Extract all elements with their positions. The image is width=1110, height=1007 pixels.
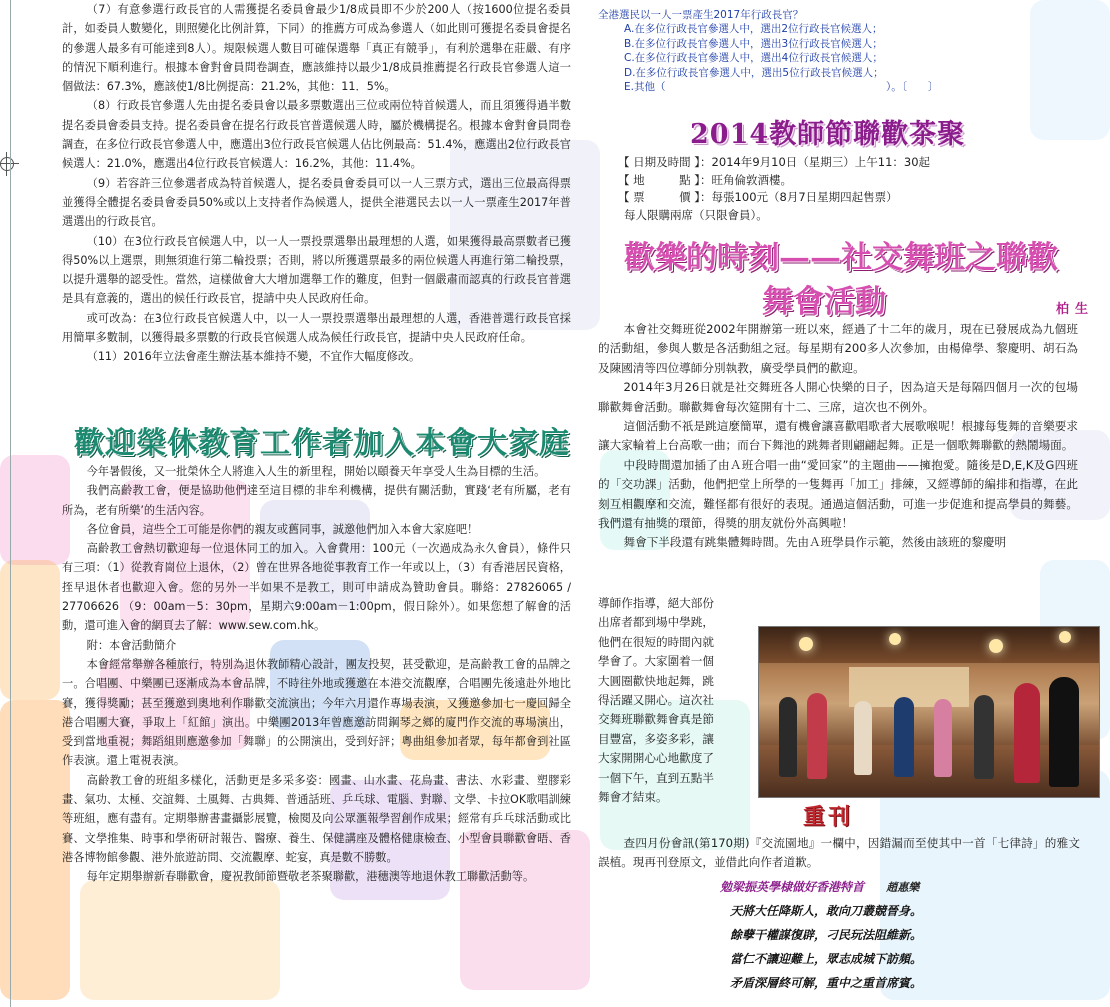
- paragraph: （7）有意參選行政長官的人需獲提名委員會最少1/8成員即不少於200人（按1600位提名委員計，如委員人數變化，則照變化比例計算，下同）的推薦方可成為參選人（如此則可獲提名委員會提名的參選人最多有可能達到8人）。規限候選人數目可確保選舉「真正有競爭」，有利於選舉在莊嚴、有序的情況下順利進行。根據本會對會員問卷調查，應該維持以最少1/8成員推薦提名行政長官參選人這一個做法：67.3%，應該使1/8比例提高：21.2%，其他：11．5%。: [62, 3, 571, 94]
- survey-option: D.在多位行政長官參選人中，選出5位行政長官候選人；: [624, 66, 884, 79]
- dancer-figure: [934, 699, 952, 777]
- dancer-figure: [974, 695, 994, 779]
- light-glow: [989, 639, 1003, 653]
- light-glow: [799, 637, 813, 651]
- poem-block: [720, 878, 1100, 995]
- survey-option: E.其他（ ）。〔 〕: [624, 81, 939, 94]
- paragraph: 每年定期舉辦新春聯歡會，慶祝教師節暨敬老茶聚聯歡，港穗澳等地退休教工聯歡活動等。: [86, 870, 535, 884]
- poem-header: [720, 878, 1100, 895]
- text-line: 導師作指導，絕大部份: [598, 596, 714, 610]
- paragraph: 高齡教工會的班組多樣化，活動更是多采多姿：國畫、山水畫、花鳥畫、書法、水彩畫、塑膠彩畫、氣功、太極、交誼舞、土風舞、古典舞、普通話班、乒乓球、電腦、對聯、文學、卡拉OK歌唱訓練等班組，應有盡有。定期舉辦書畫攝影展覽，檢閱及向公眾滙報學習創作成果；經常有乒乓球活動或比賽、文學推集、時事和學術研討報告、醫療、養生、保健講座及體格健康檢查、小型會員聯歡會晤、香港各博物館參觀、港外旅遊訪問、交流觀摩、蛇宴，真是數不勝數。: [62, 773, 571, 864]
- text-line: 得活躍又開心。這次社: [598, 693, 714, 708]
- event-info: [618, 154, 1088, 224]
- paragraph: 中段時間還加插了由Ａ班合唱一曲“愛回家”的主題曲——擁抱愛。隨後是D,E,K及G四班的「交功課」活動，他們把堂上所學的一隻舞再「加工」排練，又經導師的編排和指導，在此刻互相觀摩和交流，難怪都有很好的表現。通過這個活動，可進一步促進和提高學員的舞藝。我們還有抽獎的環節，得獎的朋友就份外高興啦！: [598, 457, 1078, 531]
- page-edge-rule: [10, 0, 11, 1007]
- survey-option: C.在多位行政長官參選人中，選出4位行政長官候選人；: [624, 52, 883, 65]
- text-line: 大圓圈歡快地起舞，跳: [598, 673, 714, 688]
- event-date: 【 日期及時間 】：2014年9月10日（星期三）上午11：30起: [618, 155, 931, 169]
- paragraph: 2014年3月26日就是社交舞班各人開心快樂的日子，因為這天是每隔四個月一次的包場聯歡舞會活動。聯歡舞會每次筵開有十二、三席，這次也不例外。: [598, 380, 1078, 414]
- bg-block: [0, 560, 60, 700]
- light-glow: [889, 633, 901, 645]
- text-line: 他們在很短的時間內就: [598, 634, 714, 649]
- dance-author: 柏生: [1056, 302, 1095, 317]
- survey-option: B.在多位行政長官參選人中，選出3位行政長官候選人；: [624, 37, 883, 50]
- text-line: 目豐富，多姿多彩，讓: [598, 731, 714, 746]
- paragraph: 我們高齡教工會，便是協助他們達至這目標的非牟利機構，提供有關活動，實踐‘老有所屬，老有所為，老有所樂’的生活內容。: [62, 484, 571, 517]
- bg-block: [80, 880, 280, 1000]
- text-line: 學會了。大家圍着一個: [598, 654, 714, 669]
- text-line: 出席者都到場中學跳，: [598, 615, 714, 630]
- survey-box: [598, 8, 1098, 94]
- poem-body: [720, 899, 1100, 995]
- dance-title-line2: 舞會活動: [762, 284, 886, 320]
- proposal-paragraphs: [62, 0, 571, 367]
- paragraph: 這個活動不祇是跳這麼簡單，還有機會讓喜歡唱歌者大展歌喉呢！根據每隻舞的音樂要求讓大家輪着上台高歌一曲；而台下舞池的跳舞者則翩翩起舞。正是一個歌舞聯歡的熱鬧場面。: [598, 419, 1078, 453]
- survey-question: 全港選民以一人一票產生2017年行政長官？: [598, 9, 804, 21]
- poem-title: 勉梁振英學棣做好香港特首: [720, 880, 865, 894]
- paragraph: 今年暑假後，又一批榮休仝人將進入人生的新里程，開始以頤養天年享受人生為目標的生活。: [86, 465, 546, 478]
- dancer-figure: [894, 697, 914, 777]
- poem-line: 矛盾深層終可解，重中之重首席賓。: [730, 976, 923, 990]
- poem-line: 天將大任降斯人，敢向刀叢競晉身。: [730, 904, 923, 918]
- text-line: 舞會才結束。: [598, 790, 668, 805]
- paragraph: 或可改為：在3位行政長官候選人中，以一人一票投票選舉出最理想的人選，香港普選行政長官採用簡單多數制，以獲得最多票數的行政長官候選人成為候任行政長官，提請中央人民政府任命。: [62, 311, 571, 345]
- event-limit: 每人限購兩席（只限會員）。: [624, 207, 768, 222]
- teachers-day-title: 2014教師節聯歡茶聚: [690, 119, 966, 150]
- dance-article: [598, 320, 1078, 553]
- survey-option: A.在多位行政長官參選人中，選出2位行政長官候選人；: [624, 23, 883, 36]
- event-price: 【 票 價 】：每張100元（8月7日星期四起售票）: [618, 190, 898, 204]
- paragraph: 本會社交舞班從2002年開辦第一班以來，經過了十二年的歲月，現在已發展成為九個班的活動組，參與人數是各活動組之冠。每星期有200多人次參加，由楊偉學、黎慶明、胡石為及陳國清等四位導師分別執教，廣受學員們的歡迎。: [598, 322, 1078, 375]
- text-line: 交舞班聯歡舞會真是節: [598, 712, 714, 727]
- poem-author: 趙惠樂: [886, 881, 920, 894]
- paragraph: 舞會下半段還有跳集體舞時間。先由Ａ班學員作示範，然後由該班的黎慶明: [623, 535, 1007, 550]
- text-line: 一個下午，直到五點半: [598, 770, 714, 785]
- paragraph: （11）2016年立法會產生辦法基本維持不變，不宜作大幅度修改。: [86, 350, 421, 364]
- paragraph: （10）在3位行政長官候選人中，以一人一票投票選舉出最理想的人選，如果獲得最高票數者已獲得50%以上選票，則無須進行第二輪投票；否則，將以所獲選票最多的兩位候選人再進行第二輪投票，以提升選舉的認受性。當然，這樣做會大大增加選舉工作的難度，但對一個嚴肅而認真的行政長官普選是具有意義的，選出的候任行政長官，提請中央人民政府任命。: [62, 234, 571, 306]
- light-glow: [1059, 631, 1071, 643]
- poem-line: 餘孽干權謀復辟，刁民玩法阻維新。: [730, 928, 923, 942]
- dancer-figure: [854, 701, 872, 775]
- dancer-figure: [779, 697, 797, 777]
- dancer-figure: [1014, 683, 1040, 783]
- registration-mark-icon: [0, 157, 14, 171]
- dance-wrap-text: [598, 594, 748, 807]
- dance-title-line1: 歡樂的時刻——社交舞班之聯歡: [624, 240, 1058, 276]
- dancer-figure: [1049, 677, 1079, 787]
- poem-line: 當仁不讓迎難上，眾志成城下訪頻。: [730, 952, 923, 966]
- welcome-article: [62, 462, 571, 887]
- text-line: 大家開開心心地歡度了: [598, 751, 714, 766]
- activities-heading: 附：本會活動簡介: [86, 638, 177, 652]
- paragraph: （8）行政長官參選人先由提名委員會以最多票數選出三位或兩位特首候選人，而且須獲得過半數提名委員會委員支持。提名委員會在提名行政長官普選候選人時，屬於機構提名。根據本會對會員問卷調查，在多位行政長官參選人中，應選出3位行政長官候選人佔比例最高：51.4%，應選出2位行政長官候選人：21.0%，應選出4位行政長官候選人：16.2%，其他：11.4%。: [62, 99, 571, 171]
- paragraph: 本會經常舉辦各種旅行，特別為退休教師精心設計，團友投契，甚受歡迎，是高齡教工會的品牌之一。合唱團、中樂團已逐漸成為本會品牌，不時往外地或獲邀在本港交流觀摩，合唱團先後遠赴外地比賽，獲得獎勵；甚至獲邀到奧地利作聯歡交流演出；今年六月還作專場表演，又獲邀參加七一慶回歸全港合唱團大賽，爭取上「紅館」演出。中樂團2013年曾應邀訪問鋼琴之鄉的廈門作交流的專場演出，受到當地重視；舞蹈組則應邀參加「舞聯」的公開演出，受到好評；粵曲組參加者眾，每年都會到社區作表演。還上電視表演。: [62, 657, 571, 768]
- event-venue: 【 地 點 】：旺角倫敦酒樓。: [618, 172, 793, 187]
- left-column: [62, 0, 571, 367]
- paragraph: 各位會員，這些仝工可能是你們的親友或舊同事，誠邀他們加入本會大家庭吧！: [86, 522, 479, 536]
- paragraph: （9）若容許三位參選者成為特首候選人，提名委員會委員可以一人三票方式，選出三位最高得票並獲得全體提名委員會委員50%或以上支持者作為候選人，提供全港選民去以一人一票產生2017年普選選出的行政長官。: [62, 176, 571, 229]
- dance-party-photo: [758, 626, 1100, 798]
- reprint-title: 重刊: [803, 805, 854, 830]
- welcome-title: 歡迎榮休教育工作者加入本會大家庭: [74, 426, 570, 461]
- dancer-figure: [807, 693, 827, 779]
- paragraph: 高齡教工會熱切歡迎每一位退休同工的加入。入會費用：100元（一次過成為永久會員），條件只有三項：（1）從教育崗位上退休，（2）曾在世界各地從事教育工作一年或以上，（3）有香港居民資格，挃早退休者也歡迎入會。您的另外一半如果不是教工，則可申請成為贊助會員。聯絡：27826065 / 27706626 （9：00am－5：30pm，星期六9:00am－1:00pm，假日除外）。如果您想了解會的活動，還可進入會的網頁去了解：www.sew.com.hk。: [62, 542, 571, 633]
- reprint-text: 查四月份會訊(第170期)『交流園地』一欄中，因錯漏而至使其中一首「七律詩」的雅文誤植。現再刊登原文，並借此向作者道歉。: [598, 836, 1080, 870]
